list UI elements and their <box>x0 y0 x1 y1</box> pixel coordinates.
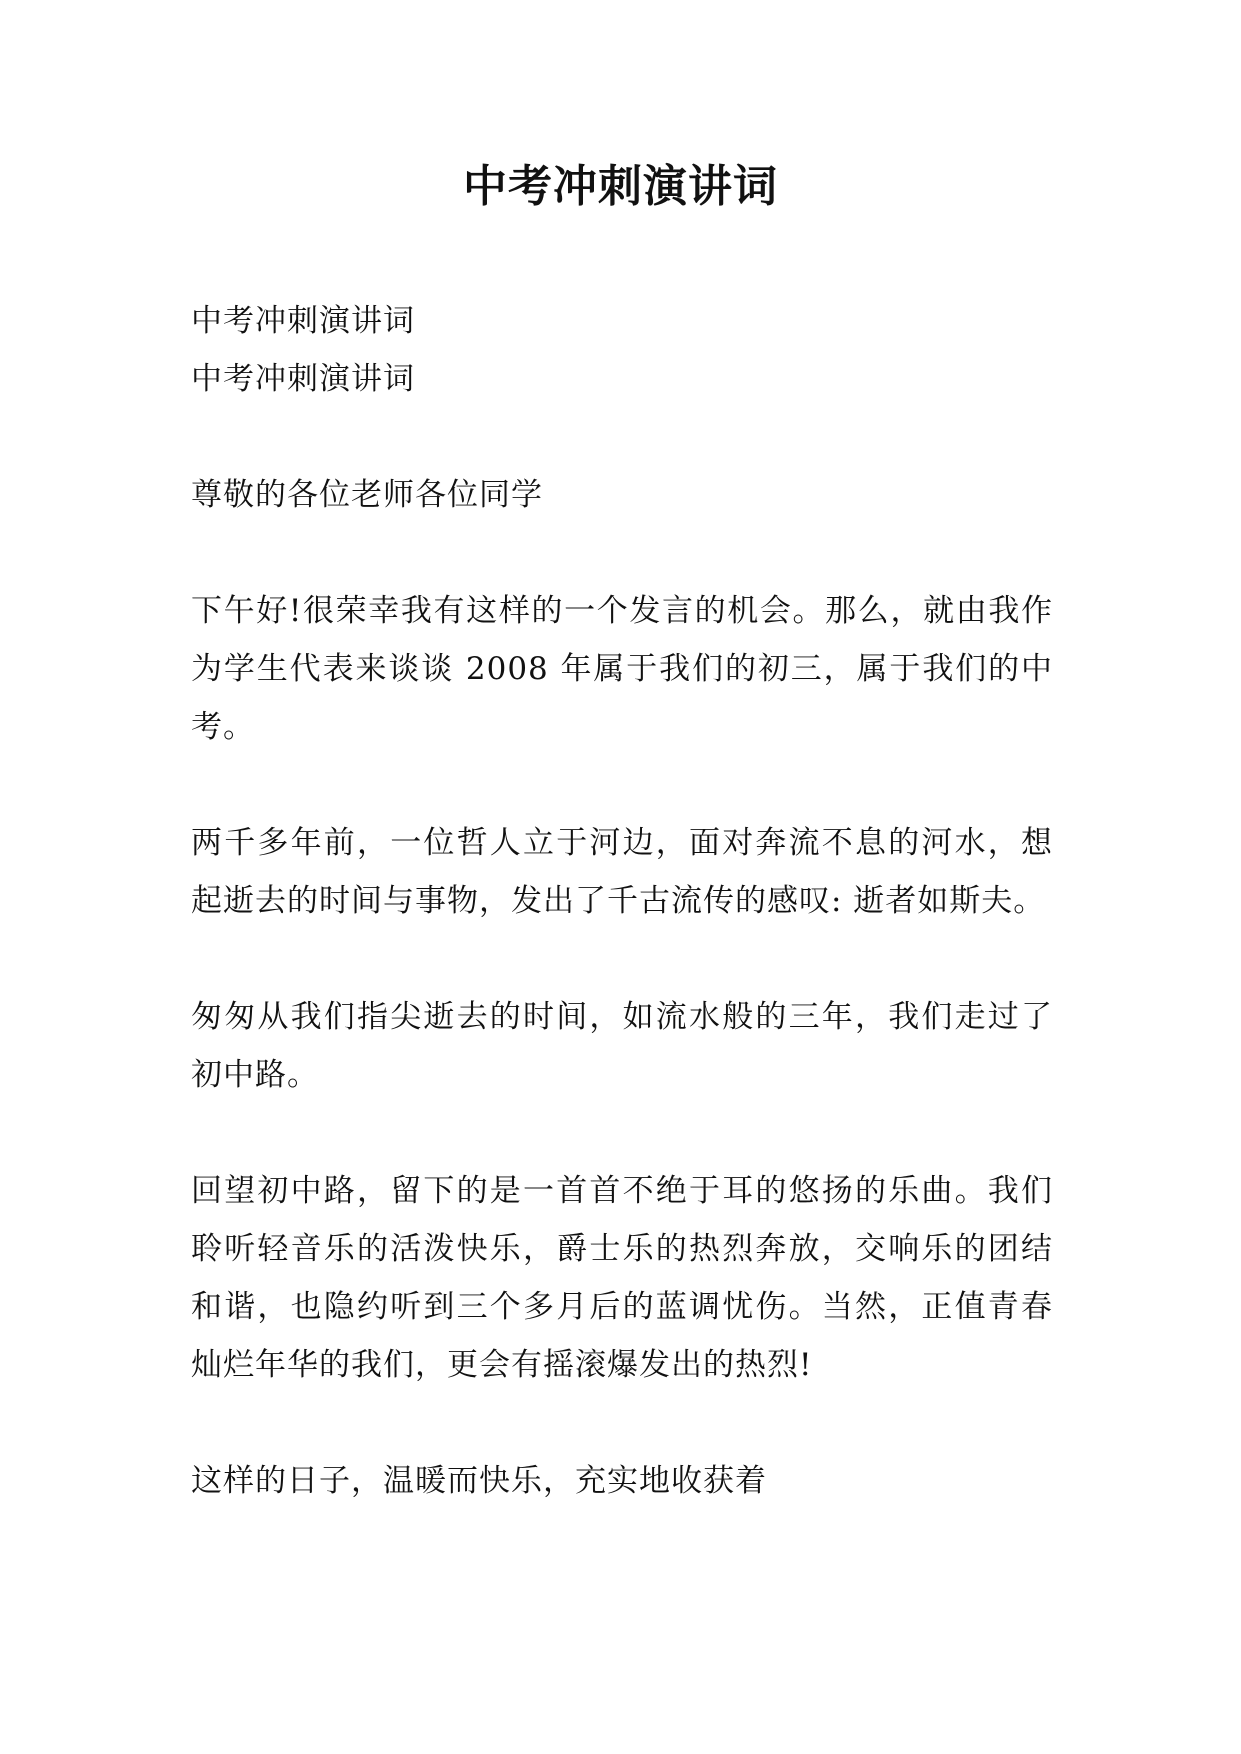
spacer <box>191 1104 1053 1162</box>
document-body <box>191 292 1053 1510</box>
paragraph: 下午好!很荣幸我有这样的一个发言的机会。那么，就由我作为学生代表来谈谈 2008 年属于我们的初三，属于我们的中考。 <box>191 593 1053 745</box>
header-line: 中考冲刺演讲词 <box>191 361 415 397</box>
header-line: 中考冲刺演讲词 <box>191 303 415 339</box>
paragraph: 匆匆从我们指尖逝去的时间，如流水般的三年，我们走过了初中路。 <box>191 999 1053 1093</box>
paragraph: 两千多年前，一位哲人立于河边，面对奔流不息的河水，想起逝去的时间与事物，发出了千古流传的感叹: 逝者如斯夫。 <box>191 825 1053 919</box>
spacer <box>191 1394 1053 1452</box>
spacer <box>191 756 1053 814</box>
spacer <box>191 930 1053 988</box>
spacer <box>191 408 1053 466</box>
paragraph: 回望初中路，留下的是一首首不绝于耳的悠扬的乐曲。我们聆听轻音乐的活泼快乐，爵士乐的热烈奔放，交响乐的团结和谐，也隐约听到三个多月后的蓝调忧伤。当然，正值青春灿烂年华的我们，更会有摇滚爆发出的热烈! <box>191 1173 1053 1383</box>
salutation: 尊敬的各位老师各位同学 <box>191 477 543 513</box>
paragraph: 这样的日子，温暖而快乐，充实地收获着 <box>191 1463 767 1499</box>
spacer <box>191 524 1053 582</box>
document-title: 中考冲刺演讲词 <box>463 161 778 212</box>
